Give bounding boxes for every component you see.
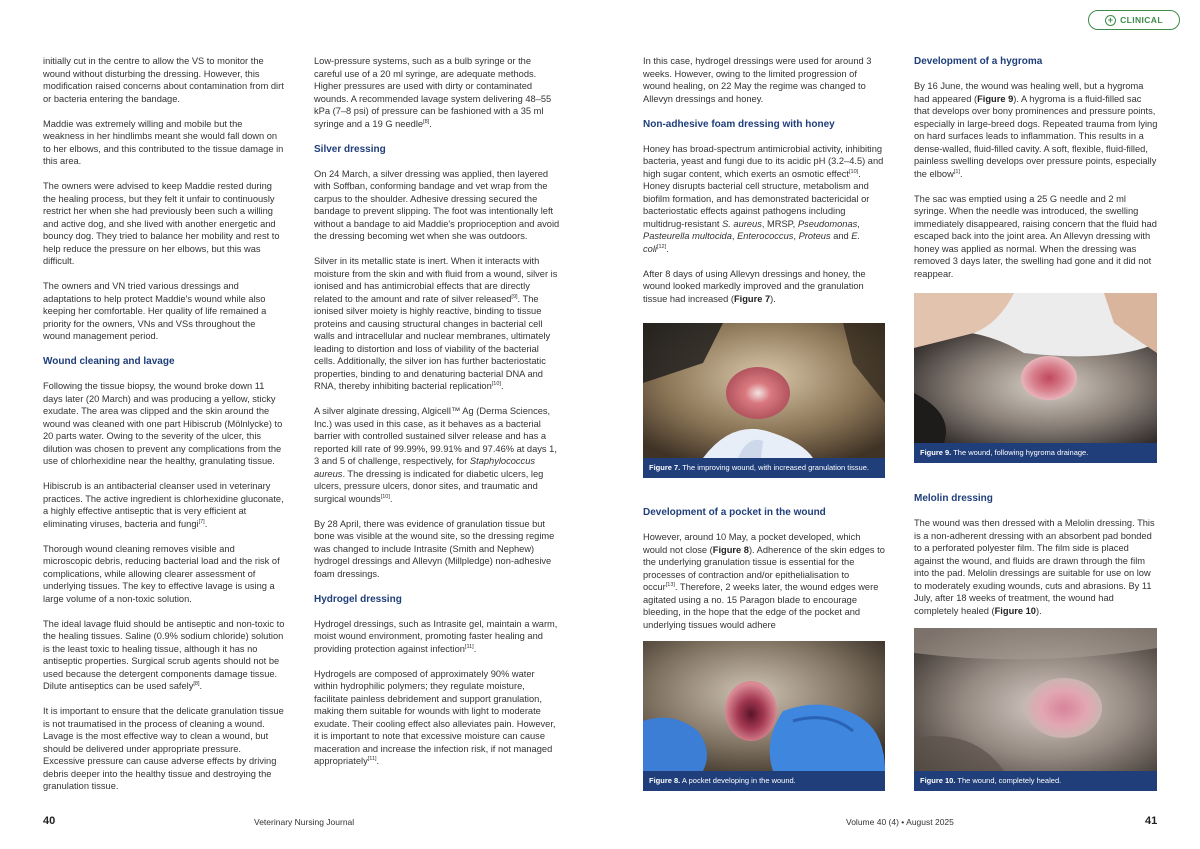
paragraph: The sac was emptied using a 25 G needle and 2 ml syringe. When the needle was introduced, the swelling immediately disappeared, raising concern that the fluid had escaped back into the joint area. An Allevyn dressing with honey was applied as normal. When the dressing was removed 3 days later, the swelling had gone and it did not reappear. — [914, 193, 1157, 279]
section-heading: Non-adhesive foam dressing with honey — [643, 118, 835, 130]
column-3 — [643, 55, 885, 318]
paragraph: Low-pressure systems, such as a bulb syringe or the careful use of a 20 ml syringe, are adequate methods. Higher pressures are used with dirty or contaminated wounds. A recommended lavage system delivering 48–55 kPa (7–8 psi) of pressure can be fashioned with a 35 ml syringe and a 19 G needle[8]. — [314, 56, 552, 129]
section-heading: Hydrogel dressing — [314, 593, 402, 605]
figure-caption: Figure 9. The wound, following hygroma drainage. — [914, 443, 1157, 463]
paragraph: Hydrogel dressings, such as Intrasite gel, maintain a warm, moist wound environment, promoting faster healing and providing protection against infection[11]. — [314, 618, 558, 654]
figure-9 — [914, 293, 1157, 463]
column-1 — [43, 55, 285, 805]
section-heading: Development of a pocket in the wound — [643, 507, 826, 518]
paragraph: Hydrogels are composed of approximately 90% water within hydrophilic polymers; they regulate moisture, facilitate painless debridement and support granulation, making them suitable for wounds with light to moderate exudate. Their cooling effect also alleviates pain. However, it is important to note that excessive moisture can cause maceration and increase the infection risk, if not managed appropriately[11]. — [314, 668, 556, 766]
citation: [9] — [511, 293, 518, 300]
paragraph: By 16 June, the wound was healing well, but a hygroma had appeared (Figure 9). A hygroma is a fluid-filled sac that develops over bony prominences and pressure points, especially in large-breed dogs. Repeated trauma from lying on hard surfaces leads to inflammation. This results in a dense-walled, fluid-filled cavity. A soft, flexible, fluid-filled, painless swelling develops over pressure points, especially the elbow[1]. — [914, 81, 1158, 179]
figure-8 — [643, 641, 885, 791]
paragraph: The owners were advised to keep Maddie rested during the healing process, but they felt it unfair to continuously restrict her when she had previously been such a willing and active dog, and she lived with another energetic and bouncy dog. They tried to balance her mobility and rest to help reduce the pressure on her elbows, but this was difficult. — [43, 181, 280, 266]
paragraph: After 8 days of using Allevyn dressings and honey, the wound looked markedly improved and the granulation tissue had increased (Figure 7). — [643, 268, 866, 304]
column-4 — [914, 55, 1158, 293]
wound-photo-pocket — [643, 641, 885, 771]
citation: [10] — [380, 493, 390, 500]
figure-caption: Figure 8. A pocket developing in the wound. — [643, 771, 885, 791]
citation: [11] — [367, 755, 377, 762]
page-number-right: 41 — [1145, 815, 1158, 827]
column-4-lower — [914, 492, 1158, 630]
paragraph: By 28 April, there was evidence of granulation tissue but bone was visible at the wound site, so the dressing regime was changed to include Intrasite (Smith and Nephew) hydrogel dressings and Allevyn (Millpledge) non-adhesive foam dressings. — [314, 518, 555, 579]
page-number-left: 40 — [43, 815, 56, 827]
paragraph: It is important to ensure that the delicate granulation tissue is not traumatised in the process of cleaning a wound. Lavage is the most effective way to clean a wound, but should be delivered under appropriate pressure. Excessive pressure can cause adverse effects by driving debris deeper into the healthy tissue and destroying the granulation tissue. — [43, 706, 284, 791]
paragraph: Maddie was extremely willing and mobile but the weakness in her hindlimbs meant she would fall down on to her elbows, and this contributed to the tissue damage in this area. — [43, 118, 284, 166]
citation: [10] — [849, 168, 859, 175]
paragraph: In this case, hydrogel dressings were used for around 3 weeks. However, owing to the limited progression of wound healing, on 22 May the regime was changed to Allevyn dressings and honey. — [643, 56, 872, 104]
clinical-badge — [1088, 10, 1180, 30]
paragraph: Honey has broad-spectrum antimicrobial activity, inhibiting bacteria, yeast and fungi due to its acidic pH (3.2–4.5) and high sugar content, which exerts an osmotic effect[10]. Honey disrupts bacterial cell structure, metabolism and biofilm formation, and has demonstrated bactericidal or bacteriostatic effects against pathogens including multidrug-resistant S. aureus, MRSP, Pseudomonas, Pasteurella multocida, Enterococcus, Proteus and E. coli[12]. — [643, 143, 884, 254]
citation: [7] — [198, 518, 205, 525]
journal-name: Veterinary Nursing Journal — [254, 817, 355, 827]
citation: [11] — [464, 643, 474, 650]
figure-10 — [914, 628, 1157, 791]
section-heading: Wound cleaning and lavage — [43, 356, 175, 367]
paragraph: Thorough wound cleaning removes visible and microscopic debris, reducing bacterial load and the risk of complications, while allowing clearer assessment of underlying tissues. The key to effective lavage is using a large volume of a non-toxic solution. — [43, 543, 280, 604]
badge-label: CLINICAL — [1120, 15, 1163, 25]
column-2 — [314, 55, 560, 780]
wound-photo-improving — [643, 323, 885, 458]
citation: [8] — [193, 680, 200, 687]
citation: [1] — [953, 168, 960, 175]
column-3-lower — [643, 506, 885, 644]
citation: [12] — [656, 243, 667, 250]
citation: [13] — [665, 581, 675, 588]
issue-info: Volume 40 (4) • August 2025 — [846, 817, 954, 827]
figure-caption: Figure 7. The improving wound, with increased granulation tissue. — [643, 458, 885, 478]
paragraph: However, around 10 May, a pocket developed, which would not close (Figure 8). Adherence of the skin edges to the underlying granulation tissue is essential for the processes of contraction and/or epithelialisation to occur[13]. Therefore, 2 weeks later, the wound edges were agitated using a no. 15 Paragon blade to encourage bleeding, in the hope that the edge of the pocket and underlying tissues would adhere — [643, 532, 885, 630]
paragraph: On 24 March, a silver dressing was applied, then layered with Soffban, conforming bandage and vet wrap from the carpus to the shoulder. Adhesive dressing secured the bandage to prevent slipping. The foot was intentionally left without a bandage to aid Maddie's proprioception and avoid the dressing becoming wet when she was outdoors. — [314, 168, 560, 241]
paragraph: Silver in its metallic state is inert. When it interacts with moisture from the skin and with fluid from a wound, silver is ionised and has antimicrobial effects that are directly related to the amount and rate of silver released[9]. The ionised silver moiety is highly reactive, binding to tissue proteins and causing structural changes in bacterial cell walls and intracellular and nuclear membranes, ultimately leading to distortion and loss of viability of the bacterial cells. Additionally, the silver ion has further bacteriostatic properties, binding to and denaturing bacterial DNA and RNA, thereby inhibiting bacterial replication[10]. — [314, 256, 558, 391]
section-heading: Development of a hygroma — [914, 56, 1043, 67]
paragraph: The ideal lavage fluid should be antiseptic and non-toxic to the healing tissues. Saline (0.9% sodium chloride) solution is the least toxic to healing tissue, although it has no antiseptic properties. Surgical scrub agents should not be used because the detergent components damage tissue. Dilute antiseptics can be used safely[8]. — [43, 618, 285, 691]
paragraph: Following the tissue biopsy, the wound broke down 11 days later (20 March) and was producing a yellow, sticky exudate. The area was clipped and the skin around the wound was cleaned with one part Hibiscrub (Mölnlycke) to 20 parts water. Owing to the severity of the ulcer, this dilution was chosen to prevent any complications from the use of chlorhexidine near the healthy, granulating tissue. — [43, 381, 283, 466]
section-heading: Silver dressing — [314, 143, 386, 155]
paragraph: The wound was then dressed with a Melolin dressing. This is a non-adherent dressing with an absorbent pad bonded to a perforated polyester film. The film side is placed against the wound, and fluids are drawn through the film into the pad. Melolin dressings are suitable for use on low to moderately exuding wounds, cuts and abrasions. By 11 July, after 18 weeks of treatment, the wound had completely healed (Figure 10). — [914, 518, 1155, 616]
plus-circle-icon: + — [1105, 15, 1116, 26]
paragraph: initially cut in the centre to allow the VS to monitor the wound without disturbing the dressing. However, this modification raised concerns about contamination from dirt or bacteria entering the bandage. — [43, 56, 284, 104]
paragraph: The owners and VN tried various dressings and adaptations to help protect Maddie's wound while also keeping her comfortable. Her quality of life remained a priority for the owners, VNs and VSs throughout the wound management period. — [43, 281, 267, 341]
wound-photo-hygroma-drained — [914, 293, 1157, 443]
section-heading: Melolin dressing — [914, 493, 993, 504]
figure-7 — [643, 323, 885, 478]
paragraph: A silver alginate dressing, Algicell™ Ag (Derma Sciences, Inc.) was used in this case, as it behaves as a bacterial barrier with controlled sustained silver release and has a reported kill rate of 99.99%, 99.91% and 97.46% at days 1, 3 and 5 of challenge, respectively, for Staphylococcus aureus. The dressing is indicated for diabetic ulcers, leg ulcers, pressure ulcers, donor sites, and traumatic and surgical wounds[10]. — [314, 406, 557, 504]
wound-photo-healed — [914, 628, 1157, 771]
citation: [10] — [491, 380, 501, 387]
citation: [8] — [423, 118, 430, 125]
figure-caption: Figure 10. The wound, completely healed. — [914, 771, 1157, 791]
paragraph: Hibiscrub is an antibacterial cleanser used in veterinary practices. The active ingredient is chlorhexidine gluconate, a highly effective antiseptic that is very efficient at eliminating viruses, bacteria and fungi[7]. — [43, 481, 284, 529]
